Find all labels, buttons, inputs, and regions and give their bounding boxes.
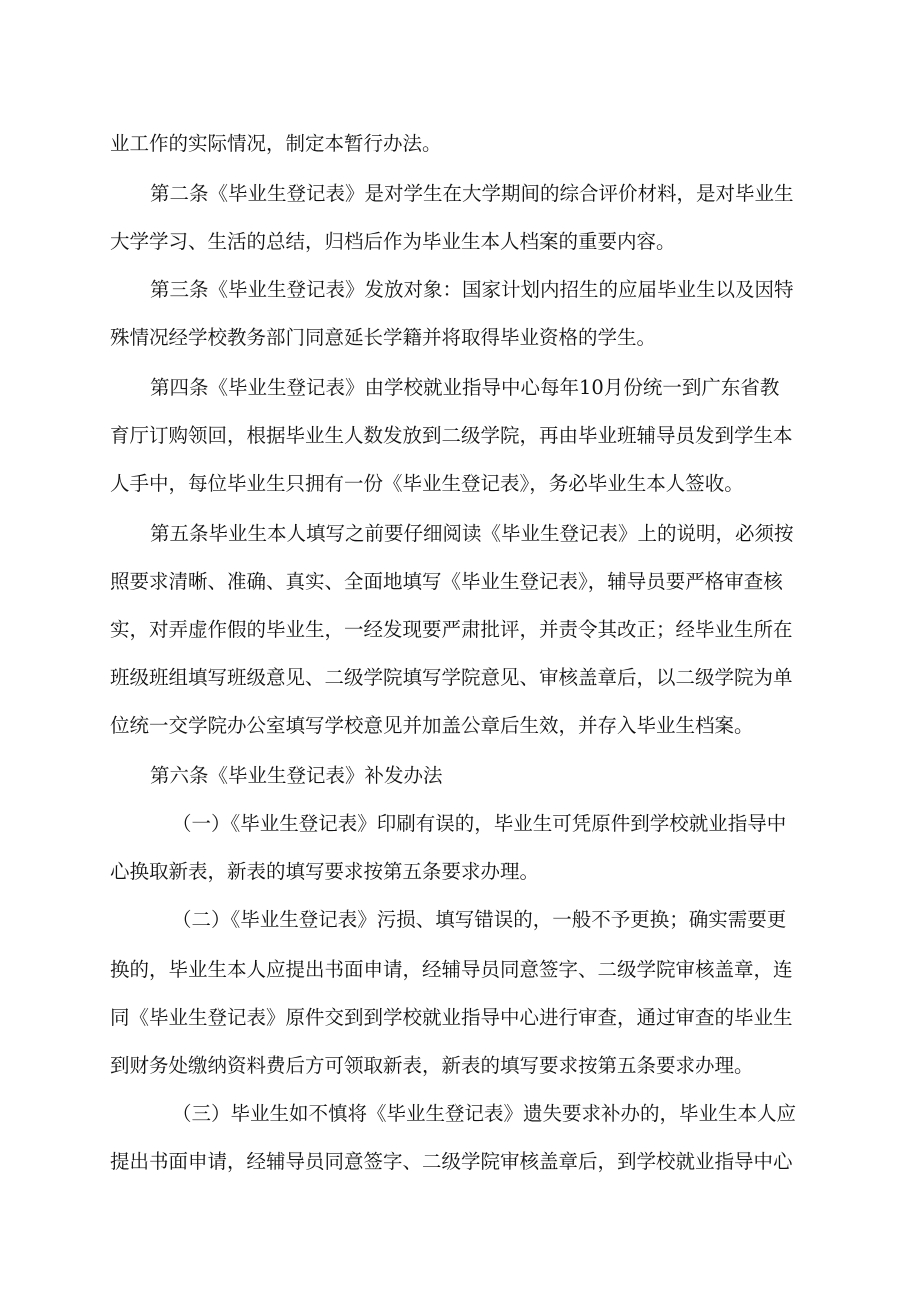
text-line: 提出书面申请，经辅导员同意签字、二级学院审核盖章后，到学校就业指导中心 bbox=[110, 1150, 793, 1173]
text-line: 第四条《毕业生登记表》由学校就业指导中心每年10月份统一到广东省教 bbox=[150, 376, 780, 399]
text-line: 人手中，每位毕业生只拥有一份《毕业生登记表》，务必毕业生本人签收。 bbox=[110, 472, 744, 495]
text-line: 第三条《毕业生登记表》发放对象：国家计划内招生的应届毕业生以及因特 bbox=[150, 278, 794, 301]
text-line: 位统一交学院办公室填写学校意见并加盖公章后生效，并存入毕业生档案。 bbox=[110, 714, 754, 737]
text-line: 第六条《毕业生登记表》补发办法 bbox=[150, 764, 443, 787]
text-line: 第二条《毕业生登记表》是对学生在大学期间的综合评价材料，是对毕业生 bbox=[150, 182, 794, 205]
text-line: 同《毕业生登记表》原件交到到学校就业指导中心进行审查，通过审查的毕业生 bbox=[110, 1006, 793, 1029]
text-line: 班级班组填写班级意见、二级学院填写学院意见、审核盖章后，以二级学院为单 bbox=[110, 666, 793, 689]
text-line: 殊情况经学校教务部门同意延长学籍并将取得毕业资格的学生。 bbox=[110, 326, 657, 349]
text-line: 育厅订购领回，根据毕业生人数发放到二级学院，再由毕业班辅导员发到学生本 bbox=[110, 424, 793, 447]
text-line: 业工作的实际情况，制定本暂行办法。 bbox=[110, 132, 442, 155]
text-line: 换的，毕业生本人应提出书面申请，经辅导员同意签字、二级学院审核盖章，连 bbox=[110, 958, 793, 981]
text-line: 照要求清晰、准确、真实、全面地填写《毕业生登记表》，辅导员要严格审查核 bbox=[110, 570, 783, 593]
text-line: 到财务处缴纳资料费后方可领取新表，新表的填写要求按第五条要求办理。 bbox=[110, 1054, 754, 1077]
text-line: （二）《毕业生登记表》污损、填写错误的，一般不予更换；确实需要更 bbox=[172, 908, 787, 931]
text-line: 心换取新表，新表的填写要求按第五条要求办理。 bbox=[110, 860, 540, 883]
text-line: 第五条毕业生本人填写之前要仔细阅读《毕业生登记表》上的说明，必须按 bbox=[150, 522, 794, 545]
text-line: （三）毕业生如不慎将《毕业生登记表》遗失要求补办的，毕业生本人应 bbox=[172, 1102, 797, 1125]
text-line: 实，对弄虚作假的毕业生，一经发现要严肃批评，并责令其改正；经毕业生所在 bbox=[110, 618, 793, 641]
text-line: 大学学习、生活的总结，归档后作为毕业生本人档案的重要内容。 bbox=[110, 230, 676, 253]
text-line: （一）《毕业生登记表》印刷有误的，毕业生可凭原件到学校就业指导中 bbox=[172, 812, 787, 835]
